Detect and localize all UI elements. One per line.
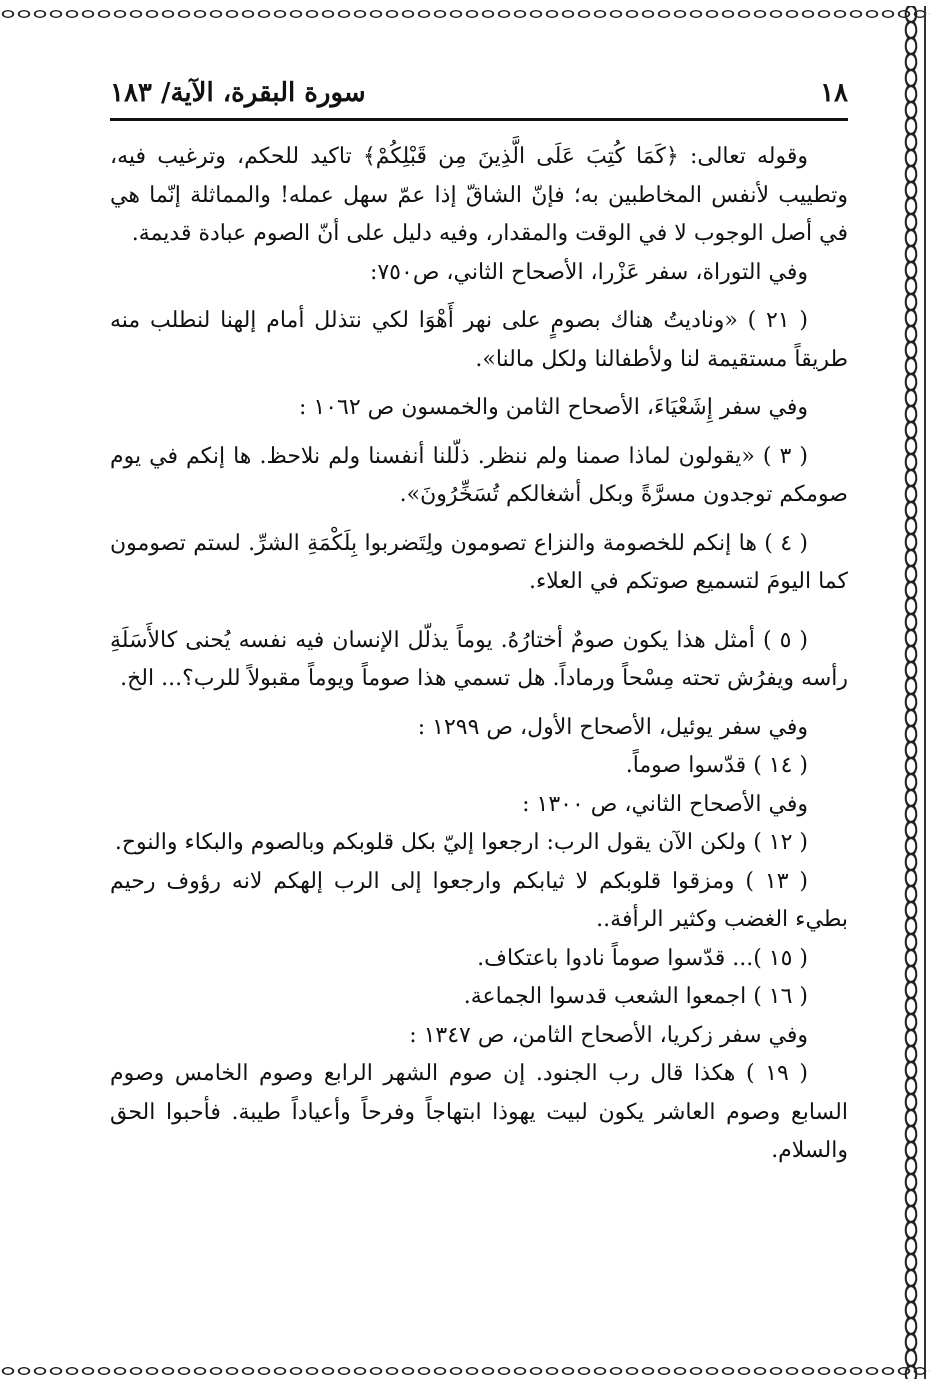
right-border-line (924, 6, 926, 1379)
paragraph-ezra-21: ( ٢١ ) «وناديتُ هناك بصومٍ على نهر أَهْوَا لكي نتذلل أمام إلهنا لنطلب منه طريقاً مستقيمة لنا ولأطفالنا ولكل مالنا». (110, 308, 848, 372)
paragraph-isaiah-4: ( ٤ ) ها إنكم للخصومة والنزاع تصومون ولِتَضربوا بِلَكْمَةِ الشرِّ. لستم تصومون كما اليومَ لتسميع صوتكم في العلاء. (110, 530, 848, 594)
page-body (110, 138, 848, 1171)
paragraph-intro: وقوله تعالى: ﴿كَمَا كُتِبَ عَلَى الَّذِينَ مِن قَبْلِكُمْ﴾ تاكيد للحكم، وترغيب فيه، وتطييب لأنفس المخاطبين به؛ فإنّ الشاقّ إذا عمّ سهل عمله! والمماثلة إنّما هي في أصل الوجوب لا في الوقت والمقدار، وفيه دليل على أنّ الصوم عبادة قديمة. (110, 144, 848, 246)
paragraph-joel-16: ( ١٦ ) اجمعوا الشعب قدسوا الجماعة. (463, 984, 808, 1009)
paragraph-zechariah-19: ( ١٩ ) هكذا قال رب الجنود. إن صوم الشهر الرابع وصوم الخامس وصوم السابع وصوم العاشر يكون لبيت يهوذا ابتهاجاً وفرحاً وأعياداً طيبة. فأحبوا الحق والسلام. (110, 1061, 848, 1163)
paragraph-ezra-ref: وفي التوراة، سفر عَزْرا، الأصحاح الثاني، ص٧٥٠: (369, 259, 808, 285)
paragraph-joel-13: ( ١٣ ) ومزقوا قلوبكم لا ثيابكم وارجعوا إلى الرب إلهكم لانه رؤوف رحيم بطيء الغضب وكثير الرأفة.. (110, 868, 848, 932)
paragraph-joel-12: ( ١٢ ) ولكن الآن يقول الرب: ارجعوا إليّ بكل قلوبكم وبالصوم والبكاء والنوح. (114, 830, 808, 855)
paragraph-joel-ref: وفي سفر يوئيل، الأصحاح الأول، ص ١٢٩٩ : (417, 714, 808, 740)
header-rule (110, 118, 848, 121)
paragraph-joel-14: ( ١٤ ) قدّسوا صوماً. (625, 753, 808, 778)
paragraph-zechariah-ref: وفي سفر زكريا، الأصحاح الثامن، ص ١٣٤٧ : (409, 1022, 808, 1048)
paragraph-joel2-ref: وفي الأصحاح الثاني، ص ١٣٠٠ : (522, 791, 808, 817)
bottom-chain-border (0, 1363, 930, 1379)
running-title: سورة البقرة، الآية/ ١٨٣ (110, 78, 366, 108)
paragraph-isaiah-3: ( ٣ ) «يقولون لماذا صمنا ولم ننظر. ذلّلنا أنفسنا ولم نلاحظ. ها إنكم في يوم صومكم توجدون مسرَّةً وبكل أشغالكم تُسَخِّرُونَ». (110, 443, 848, 507)
page-header (110, 70, 848, 108)
right-chain-border (903, 6, 919, 1379)
paragraph-joel-15: ( ١٥ )... قدّسوا صوماً نادوا باعتكاف. (477, 945, 808, 971)
top-chain-border (0, 6, 930, 22)
page-number: ١٨ (820, 78, 848, 108)
paragraph-isaiah-ref: وفي سفر إِشَعْيَاءَ، الأصحاح الثامن والخمسون ص ١٠٦٢ : (299, 395, 808, 420)
paragraph-isaiah-5: ( ٥ ) أمثل هذا يكون صومٌ أختارُهُ. يوماً يذلّل الإنسان فيه نفسه يُحنى كالأَسَلَةِ رأسه ويفرُش تحته مِسْحاً ورماداً. هل تسمي هذا صوماً ويوماً مقبولاً للرب؟... الخ. (110, 627, 848, 691)
